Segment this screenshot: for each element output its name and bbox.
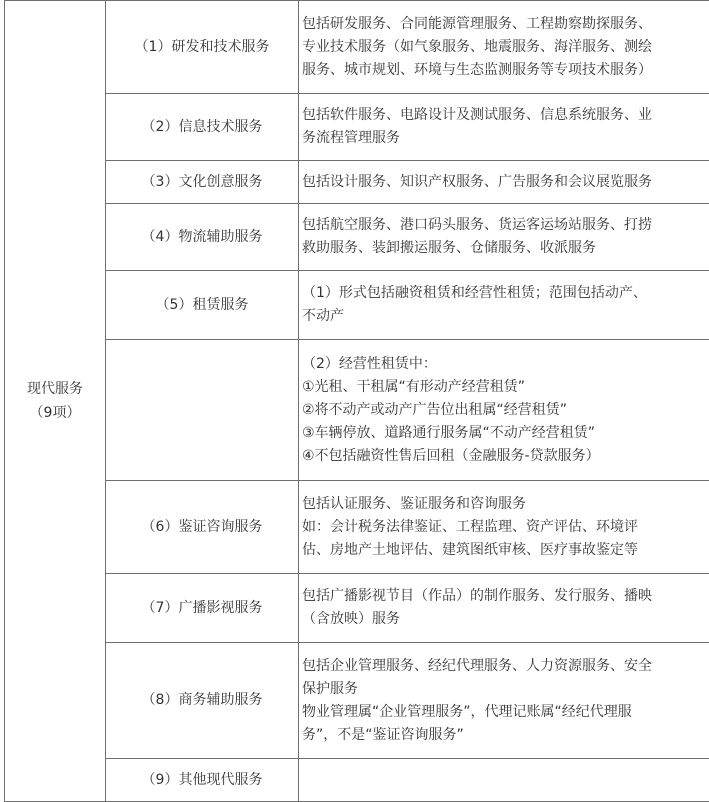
service-name-text: （4）物流辅助服务 [142, 229, 263, 245]
category-cell [5, 1, 106, 802]
category-count: （9项） [5, 401, 105, 425]
service-name [106, 271, 299, 340]
description-line: 包括航空服务、港口码头服务、货运客运场站服务、打捞 [302, 214, 709, 237]
description-line: 包括企业管理服务、经纪代理服务、人力资源服务、安全 [302, 655, 709, 678]
description-line: 务”，不是“鉴证咨询服务” [302, 724, 709, 747]
service-name-text: （7）广播影视服务 [142, 600, 263, 616]
table-row [5, 759, 709, 802]
table-row [5, 340, 709, 481]
description-line: 务流程管理服务 [302, 127, 709, 150]
table-row [5, 574, 709, 643]
service-name-text: （1）研发和技术服务 [135, 39, 270, 55]
service-name-text: （5）租赁服务 [156, 297, 249, 313]
table-row [5, 643, 709, 759]
description-line: （含放映）服务 [302, 608, 709, 631]
description-line: （2）经营性租赁中： [302, 353, 709, 376]
description-line: 专业技术服务（如气象服务、地震服务、海洋服务、测绘 [302, 36, 709, 59]
description-line: 不动产 [302, 305, 709, 328]
description-line: 救助服务、装卸搬运服务、仓储服务、收派服务 [302, 237, 709, 260]
service-description [299, 574, 709, 643]
description-line: 包括软件服务、电路设计及测试服务、信息系统服务、业 [302, 104, 709, 127]
service-name-text: （2）信息技术服务 [142, 119, 263, 135]
modern-services-table [4, 0, 709, 802]
service-name [106, 161, 299, 204]
service-description [299, 481, 709, 574]
table-row [5, 271, 709, 340]
service-name-text: （9）其他现代服务 [142, 772, 263, 788]
description-line: ④不包括融资性售后回租（金融服务-贷款服务） [302, 445, 709, 468]
service-name-text: （8）商务辅助服务 [142, 692, 263, 708]
service-name-text: （6）鉴证咨询服务 [142, 519, 263, 535]
service-description [299, 759, 709, 802]
table-row [5, 204, 709, 271]
description-line: ①光租、干租属“有形动产经营租赁” [302, 376, 709, 399]
description-line: 服务、城市规划、环境与生态监测服务等专项技术服务） [302, 59, 709, 82]
service-name-text: （3）文化创意服务 [142, 174, 263, 190]
table-row [5, 1, 709, 94]
description-line: 如：会计税务法律鉴证、工程监理、资产评估、环境评 [302, 516, 709, 539]
service-description [299, 204, 709, 271]
service-description [299, 643, 709, 759]
service-name [106, 643, 299, 759]
description-line: 保护服务 [302, 678, 709, 701]
description-line: 包括认证服务、鉴证服务和咨询服务 [302, 493, 709, 516]
service-description [299, 161, 709, 204]
service-name [106, 1, 299, 94]
service-description [299, 94, 709, 161]
service-name [106, 340, 299, 481]
service-description [299, 1, 709, 94]
description-line: ③车辆停放、道路通行服务属“不动产经营租赁” [302, 422, 709, 445]
service-name [106, 759, 299, 802]
category-name: 现代服务 [5, 377, 105, 401]
service-name [106, 574, 299, 643]
service-description [299, 340, 709, 481]
table-row [5, 161, 709, 204]
service-name [106, 481, 299, 574]
service-description [299, 271, 709, 340]
service-name [106, 94, 299, 161]
table-row [5, 481, 709, 574]
table-row [5, 94, 709, 161]
service-name [106, 204, 299, 271]
description-line: 包括广播影视节目（作品）的制作服务、发行服务、播映 [302, 585, 709, 608]
description-line: 包括研发服务、合同能源管理服务、工程勘察勘探服务、 [302, 13, 709, 36]
description-line: 估、房地产土地评估、建筑图纸审核、医疗事故鉴定等 [302, 539, 709, 562]
description-line: （1）形式包括融资租赁和经营性租赁；范围包括动产、 [302, 282, 709, 305]
description-line: 包括设计服务、知识产权服务、广告服务和会议展览服务 [302, 171, 709, 194]
description-line: 物业管理属“企业管理服务”，代理记账属“经纪代理服 [302, 701, 709, 724]
description-line: ②将不动产或动产广告位出租属“经营租赁” [302, 399, 709, 422]
